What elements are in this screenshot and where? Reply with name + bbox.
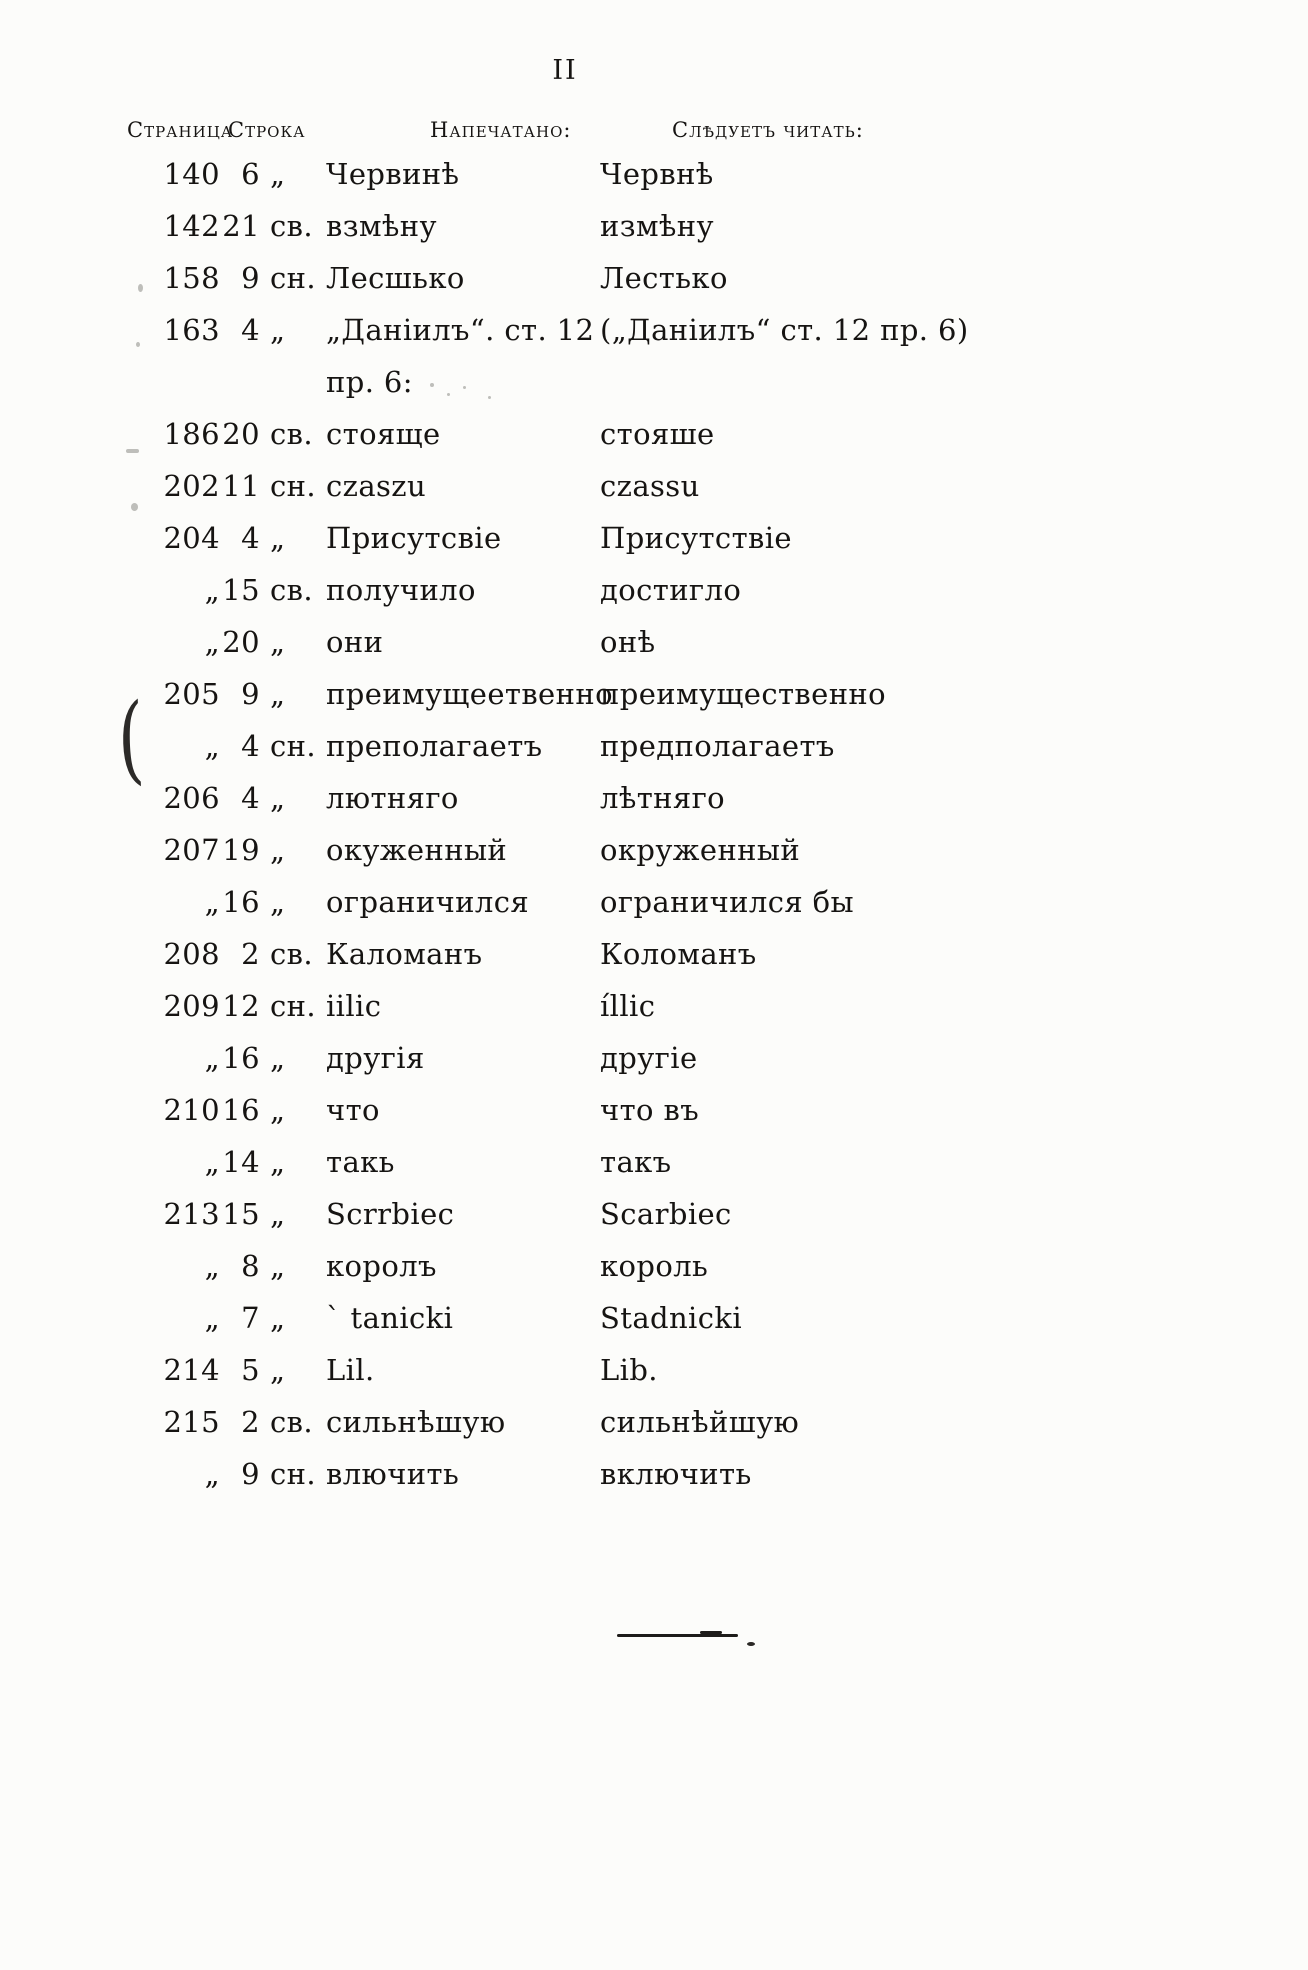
cell-line-number: 20 (222, 625, 260, 659)
cell-line-number: 12 (222, 989, 260, 1023)
cell-correct-text: Lib. (600, 1353, 658, 1387)
cell-line-side: сн. (270, 989, 316, 1023)
cell-page-number: „ (204, 625, 220, 659)
cell-printed-text: другія (326, 1041, 425, 1075)
footer-ink-dot (747, 1642, 755, 1646)
table-row (0, 876, 1308, 928)
cell-page-number: „ (204, 1145, 220, 1179)
cell-line-number: 4 (241, 521, 260, 555)
table-row (0, 668, 1308, 720)
cell-page-number: 163 (163, 313, 220, 347)
cell-page-number: „ (204, 1249, 220, 1283)
cell-line-number: 21 (222, 209, 260, 243)
cell-line-side: св. (270, 937, 313, 971)
cell-line-side: св. (270, 1405, 313, 1439)
cell-line-number: 6 (241, 157, 260, 191)
table-row (0, 1032, 1308, 1084)
cell-correct-text: такъ (600, 1145, 672, 1179)
cell-line-number: 4 (241, 781, 260, 815)
cell-page-number: 213 (163, 1197, 220, 1231)
column-header-correction: Слѣдуетъ читать: (672, 118, 864, 142)
cell-line-number: 16 (222, 1041, 260, 1075)
cell-page-number: 140 (163, 157, 220, 191)
cell-line-side: сн. (270, 729, 316, 763)
table-row (0, 304, 1308, 408)
cell-printed-text: Присутсвіе (326, 521, 502, 555)
cell-printed-text: королъ (326, 1249, 437, 1283)
table-row (0, 1084, 1308, 1136)
cell-line-number: 7 (241, 1301, 260, 1335)
cell-printed-text: Lil. (326, 1353, 375, 1387)
cell-correct-text: ограничился бы (600, 885, 854, 919)
column-header-page: Страница (127, 118, 234, 142)
cell-page-number: 205 (163, 677, 220, 711)
cell-printed-text: взмѣну (326, 209, 437, 243)
cell-line-side: сн. (270, 261, 316, 295)
cell-line-number: 8 (241, 1249, 260, 1283)
cell-line-number: 2 (241, 937, 260, 971)
cell-page-number: 215 (163, 1405, 220, 1439)
table-row (0, 564, 1308, 616)
cell-page-number: 209 (163, 989, 220, 1023)
cell-correct-text: Червнѣ (600, 157, 714, 191)
cell-printed-text: окуженный (326, 833, 508, 867)
cell-page-number: 186 (163, 417, 220, 451)
cell-correct-text: Лестько (600, 261, 728, 295)
cell-page-number: „ (204, 729, 220, 763)
cell-line-side: „ (270, 1145, 286, 1179)
cell-line-side: „ (270, 781, 286, 815)
cell-correct-text: лѣтняго (600, 781, 726, 815)
table-row (0, 720, 1308, 772)
cell-page-number: 214 (163, 1353, 220, 1387)
cell-line-side: „ (270, 1197, 286, 1231)
cell-page-number: 158 (163, 261, 220, 295)
cell-correct-text: сильнѣйшую (600, 1405, 800, 1439)
cell-line-number: 20 (222, 417, 260, 451)
scan-speck (126, 449, 139, 453)
scan-speck (488, 396, 491, 399)
table-row (0, 980, 1308, 1032)
cell-page-number: 207 (163, 833, 220, 867)
cell-line-side: „ (270, 833, 286, 867)
scan-speck (131, 503, 138, 511)
cell-line-side: „ (270, 1249, 286, 1283)
table-row (0, 1344, 1308, 1396)
scan-speck (138, 284, 143, 292)
cell-page-number: „ (204, 885, 220, 919)
cell-line-number: 15 (222, 573, 260, 607)
cell-printed-text: Червинѣ (326, 157, 460, 191)
cell-line-side: „ (270, 1041, 286, 1075)
footer-divider-bump (700, 1631, 722, 1634)
cell-printed-text: czaszu (326, 469, 427, 503)
cell-line-number: 4 (241, 729, 260, 763)
cell-printed-text: преимущеетвенно (326, 677, 613, 711)
cell-page-number: „ (204, 573, 220, 607)
scan-speck (447, 393, 450, 396)
cell-line-side: „ (270, 521, 286, 555)
cell-correct-text: окруженный (600, 833, 801, 867)
cell-printed-text: такь (326, 1145, 395, 1179)
footer-divider (617, 1634, 738, 1637)
cell-correct-text: измѣну (600, 209, 714, 243)
cell-printed-text: iilic (326, 989, 382, 1023)
cell-page-number: 202 (163, 469, 220, 503)
cell-printed-text: ` tanicki (326, 1301, 454, 1335)
margin-brace-mark: ( (115, 682, 146, 796)
cell-correct-text: стояше (600, 417, 715, 451)
scan-speck (430, 383, 434, 387)
cell-line-side: св. (270, 209, 313, 243)
cell-correct-text: достигло (600, 573, 742, 607)
cell-line-number: 16 (222, 885, 260, 919)
cell-correct-text: czassu (600, 469, 700, 503)
cell-line-number: 16 (222, 1093, 260, 1127)
cell-line-side: „ (270, 157, 286, 191)
table-row (0, 1448, 1308, 1500)
cell-page-number: 204 (163, 521, 220, 555)
cell-printed-text: Scrrbiec (326, 1197, 455, 1231)
table-row (0, 928, 1308, 980)
cell-page-number: 210 (163, 1093, 220, 1127)
table-row (0, 148, 1308, 200)
cell-line-number: 2 (241, 1405, 260, 1439)
table-row (0, 1136, 1308, 1188)
cell-printed-text: они (326, 625, 384, 659)
page-number: II (552, 55, 578, 86)
cell-correct-text: предполагаетъ (600, 729, 835, 763)
table-row (0, 252, 1308, 304)
cell-correct-text: что въ (600, 1093, 700, 1127)
cell-line-number: 14 (222, 1145, 260, 1179)
cell-line-side: „ (270, 885, 286, 919)
cell-correct-text: Коломанъ (600, 937, 757, 971)
table-row (0, 1240, 1308, 1292)
cell-correct-text: онѣ (600, 625, 656, 659)
column-header-printed: Напечатано: (430, 118, 572, 142)
cell-line-side: сн. (270, 469, 316, 503)
table-row (0, 200, 1308, 252)
column-header-line: Строка (228, 118, 306, 142)
cell-printed-text: получило (326, 573, 476, 607)
cell-line-number: 19 (222, 833, 260, 867)
cell-page-number: „ (204, 1301, 220, 1335)
cell-line-number: 5 (241, 1353, 260, 1387)
cell-correct-text: íllic (600, 989, 656, 1023)
cell-correct-text: Присутствіе (600, 521, 792, 555)
cell-page-number: 206 (163, 781, 220, 815)
cell-line-side: св. (270, 417, 313, 451)
errata-table (0, 148, 1308, 1500)
table-row (0, 1188, 1308, 1240)
cell-printed-text: влючить (326, 1457, 460, 1491)
cell-page-number: 208 (163, 937, 220, 971)
cell-page-number: „ (204, 1457, 220, 1491)
cell-line-side: „ (270, 313, 286, 347)
table-row (0, 772, 1308, 824)
cell-line-side: „ (270, 677, 286, 711)
cell-printed-text: лютняго (326, 781, 459, 815)
table-row (0, 460, 1308, 512)
cell-printed-text: Лесшько (326, 261, 465, 295)
cell-correct-text: включить (600, 1457, 752, 1491)
cell-line-number: 15 (222, 1197, 260, 1231)
cell-line-side: „ (270, 1301, 286, 1335)
cell-printed-text: что (326, 1093, 380, 1127)
cell-correct-text: Stadnicki (600, 1301, 743, 1335)
cell-line-number: 9 (241, 677, 260, 711)
cell-printed-text: „Даніилъ“. ст. 12 пр. 6: (326, 313, 595, 399)
table-row (0, 1396, 1308, 1448)
cell-correct-text: преимущественно (600, 677, 887, 711)
cell-line-number: 9 (241, 261, 260, 295)
cell-line-number: 4 (241, 313, 260, 347)
table-row (0, 824, 1308, 876)
cell-line-side: „ (270, 1353, 286, 1387)
table-row (0, 408, 1308, 460)
cell-printed-text: Каломанъ (326, 937, 483, 971)
table-row (0, 512, 1308, 564)
cell-correct-text: („Даніилъ“ ст. 12 пр. 6) (600, 313, 969, 347)
cell-correct-text: Scarbiec (600, 1197, 732, 1231)
cell-printed-text: преполагаетъ (326, 729, 543, 763)
cell-line-number: 11 (222, 469, 260, 503)
cell-line-number: 9 (241, 1457, 260, 1491)
cell-line-side: сн. (270, 1457, 316, 1491)
cell-printed-text: ограничился (326, 885, 530, 919)
table-row (0, 616, 1308, 668)
cell-correct-text: король (600, 1249, 709, 1283)
table-row (0, 1292, 1308, 1344)
scan-speck (463, 386, 466, 389)
scan-speck (136, 342, 140, 347)
cell-line-side: св. (270, 573, 313, 607)
cell-page-number: „ (204, 1041, 220, 1075)
cell-line-side: „ (270, 625, 286, 659)
cell-printed-text: сильнѣшую (326, 1405, 506, 1439)
cell-printed-text: стояще (326, 417, 441, 451)
cell-page-number: 142 (163, 209, 220, 243)
cell-correct-text: другіе (600, 1041, 698, 1075)
cell-line-side: „ (270, 1093, 286, 1127)
